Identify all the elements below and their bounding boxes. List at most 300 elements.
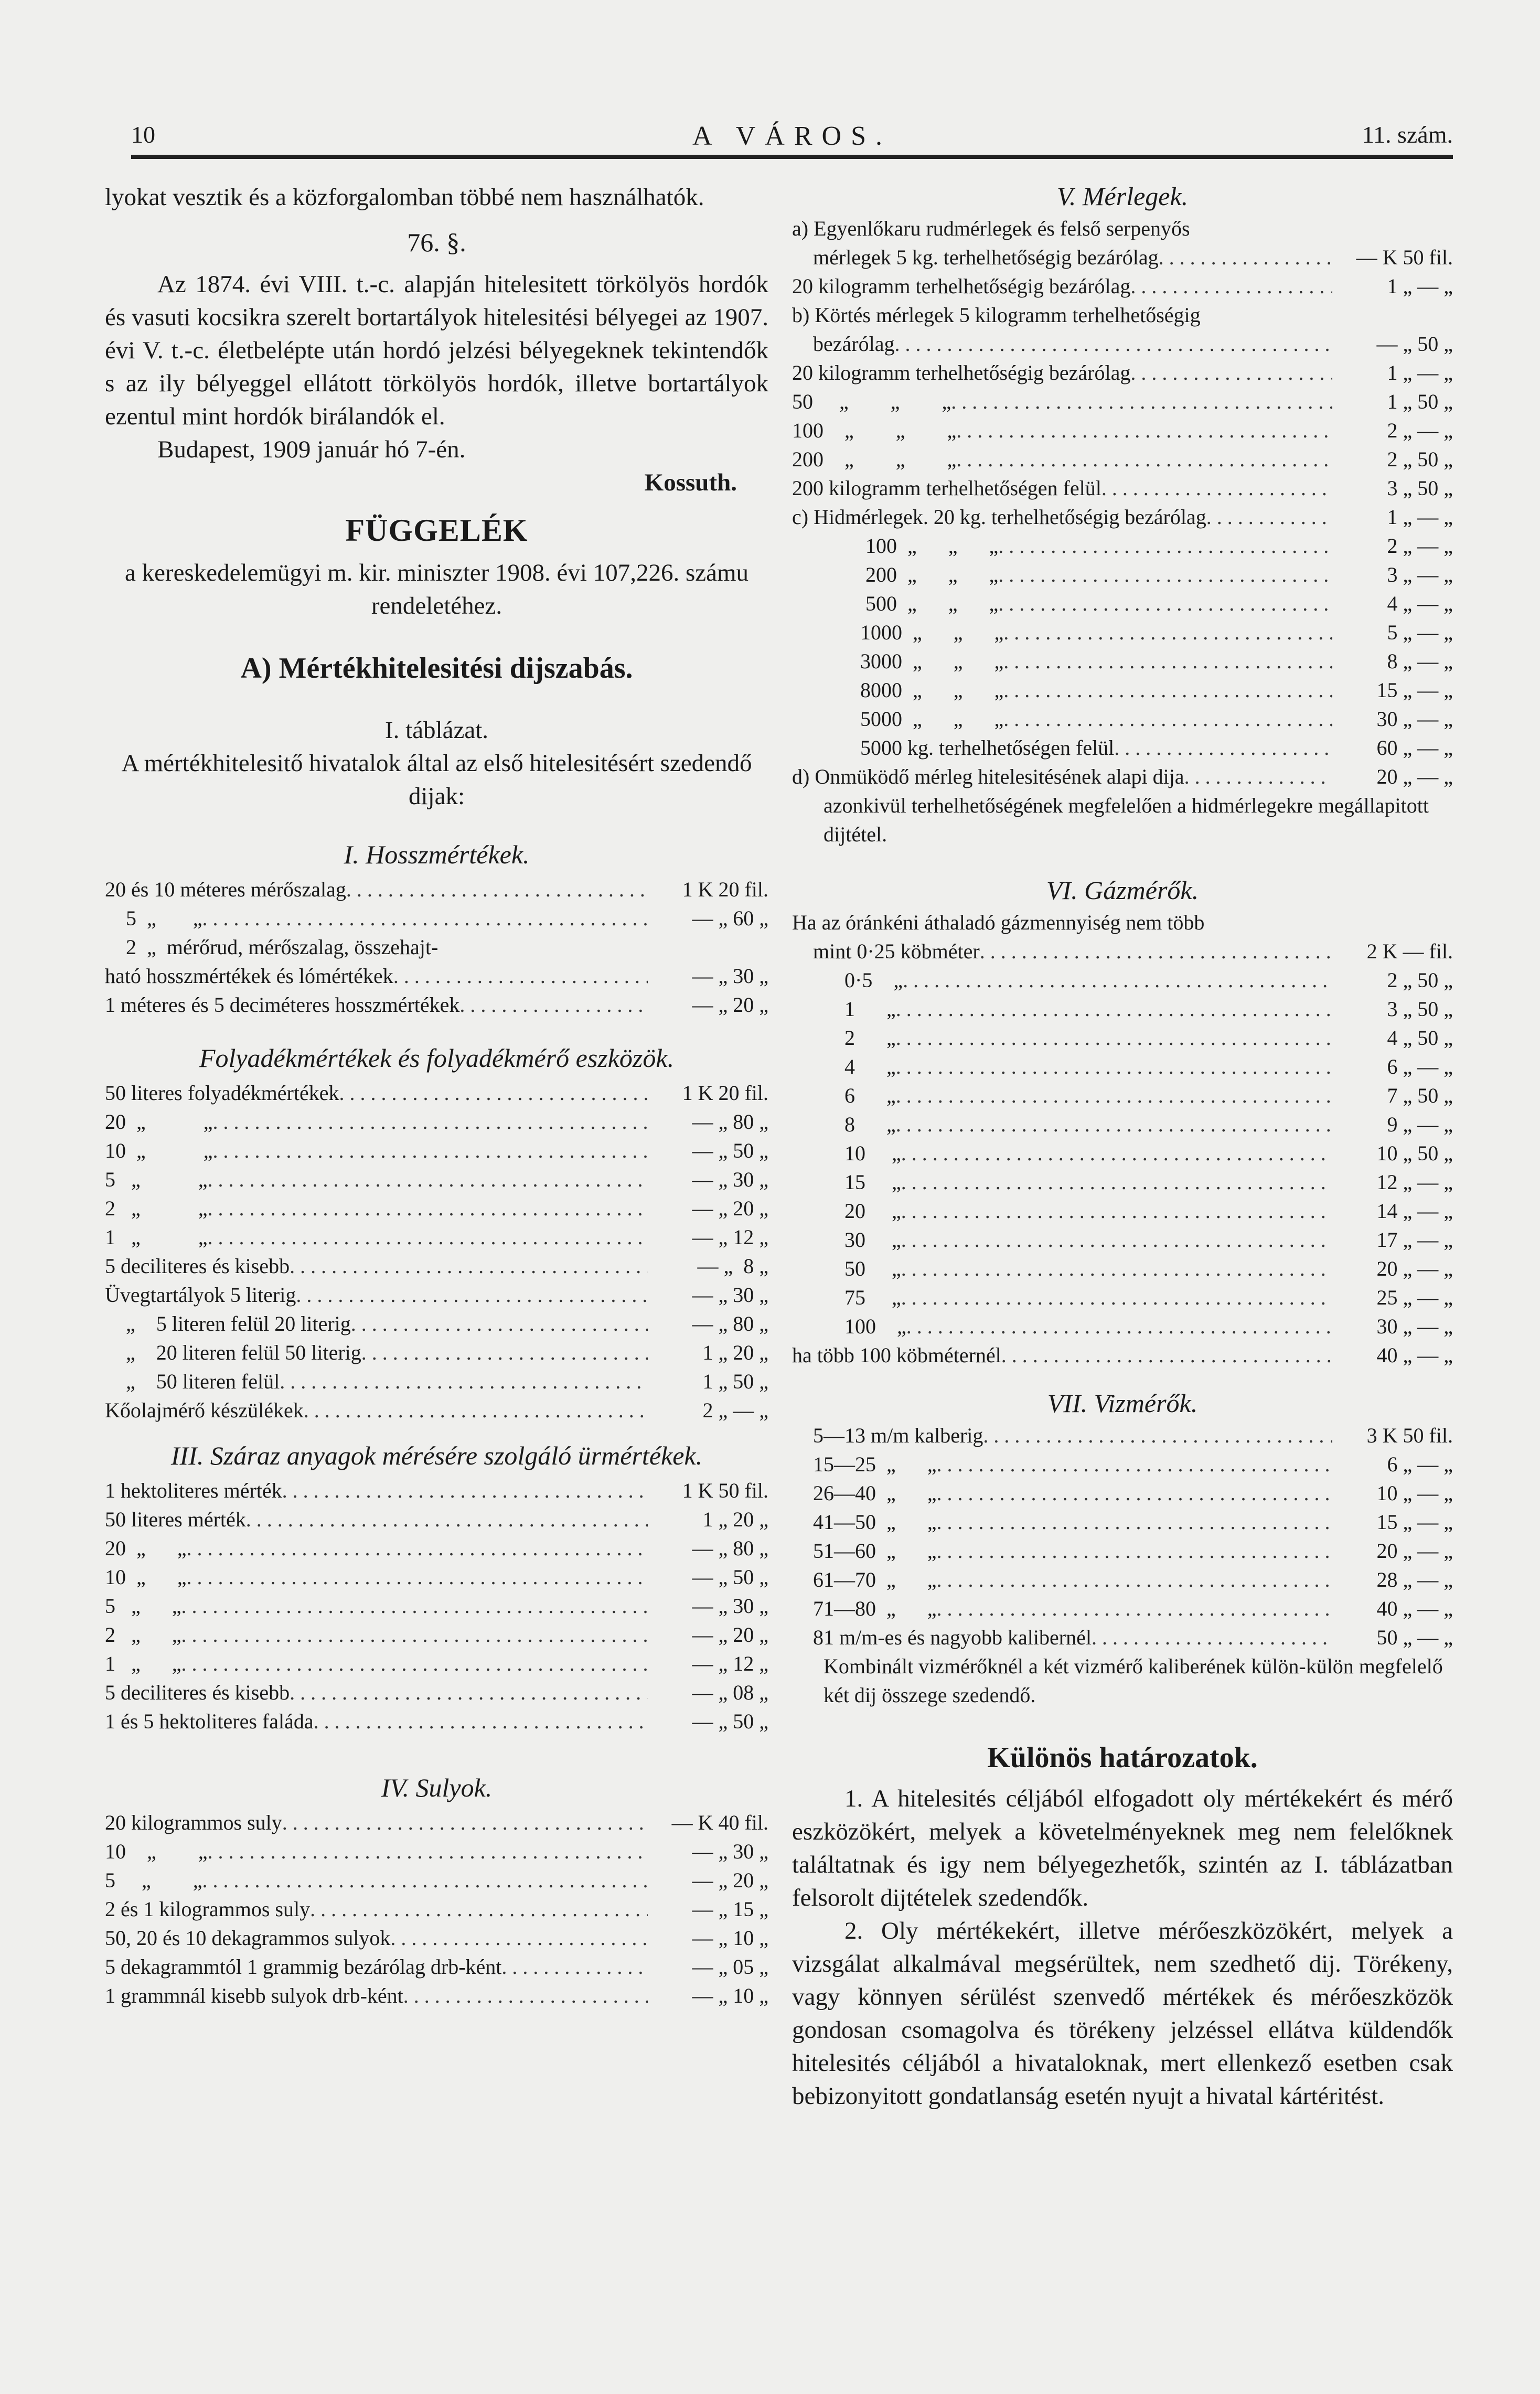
tariff-row bbox=[105, 1563, 768, 1591]
tariff-price: 2 „ 50 „ bbox=[1387, 447, 1453, 471]
dot-leader bbox=[1190, 214, 1332, 243]
tariff-row bbox=[792, 329, 1453, 358]
tariff-label: c) Hidmérlegek. 20 kg. terhelhetőségig bezárólag bbox=[792, 505, 1206, 529]
tariff-label: 5—13 m/m kalberig bbox=[792, 1424, 983, 1447]
tariff-label: 26—40 „ „ bbox=[792, 1481, 937, 1505]
dot-leader bbox=[1130, 272, 1332, 301]
tariff-label: 5 deciliteres és kisebb bbox=[105, 1254, 290, 1278]
section-6-intro: Ha az óránkéni áthaladó gázmennyiség nem több bbox=[792, 911, 1205, 934]
dot-leader bbox=[310, 1895, 648, 1923]
tariff-row bbox=[792, 1196, 1453, 1225]
dot-leader bbox=[937, 1594, 1332, 1623]
tariff-row bbox=[792, 358, 1453, 387]
tariff-label: 100 „ „ „ bbox=[792, 419, 957, 442]
tariff-price: 1 „ 20 „ bbox=[702, 1508, 768, 1531]
tariff-label: 5000 kg. terhelhetőségen felül bbox=[792, 736, 1115, 760]
tariff-label: 81 m/m-es és nagyobb kalibernél bbox=[792, 1626, 1092, 1649]
dot-leader bbox=[903, 966, 1332, 995]
tariff-label: 200 „ „ „ bbox=[792, 447, 957, 471]
dot-leader bbox=[181, 1591, 648, 1620]
dot-leader bbox=[937, 1508, 1332, 1536]
tariff-price: 10 „ — „ bbox=[1376, 1481, 1453, 1505]
section-6-title: VI. Gázmérők. bbox=[1046, 875, 1199, 905]
tariff-label: 20 „ „ bbox=[105, 1536, 187, 1560]
tariff-price: 6 „ — „ bbox=[1387, 1055, 1453, 1078]
dot-leader bbox=[202, 904, 648, 933]
page-header bbox=[131, 121, 1453, 152]
tariff-label: 20 és 10 méteres mérőszalag bbox=[105, 878, 346, 901]
tariff-row bbox=[792, 704, 1453, 733]
tariff-price: — „ 08 „ bbox=[692, 1681, 768, 1704]
tariff-row bbox=[792, 762, 1453, 791]
tariff-price: — K 40 fil. bbox=[671, 1811, 768, 1834]
tariff-price: — „ 50 „ bbox=[1376, 332, 1453, 356]
tariff-price: — „ 30 „ bbox=[692, 1283, 768, 1307]
table-label: I. táblázat. bbox=[384, 717, 489, 744]
tariff-row bbox=[105, 1952, 768, 1981]
dot-leader bbox=[956, 416, 1332, 445]
tariff-row bbox=[792, 1139, 1453, 1168]
tariff-row bbox=[792, 733, 1453, 762]
tariff-label: 100 „ „ „ bbox=[792, 534, 999, 558]
tariff-price: — „ 30 „ bbox=[692, 1840, 768, 1863]
tariff-label: 75 „ bbox=[792, 1286, 901, 1309]
tariff-row bbox=[792, 1110, 1453, 1139]
tariff-label: 10 „ bbox=[792, 1141, 901, 1165]
dot-leader bbox=[901, 1196, 1332, 1225]
dot-leader bbox=[181, 1620, 648, 1649]
dot-leader bbox=[351, 1309, 648, 1338]
tariff-price: — „ 50 „ bbox=[692, 1565, 768, 1589]
dot-leader bbox=[280, 1367, 648, 1396]
tariff-row bbox=[105, 961, 768, 990]
tariff-row bbox=[792, 995, 1453, 1023]
tariff-row bbox=[105, 1280, 768, 1309]
section-4-title: IV. Sulyok. bbox=[381, 1773, 493, 1802]
tariff-row bbox=[105, 1649, 768, 1678]
tariff-price: — „ 10 „ bbox=[692, 1926, 768, 1950]
left-column bbox=[105, 181, 768, 2010]
tariff-row bbox=[792, 1565, 1453, 1594]
tariff-label: 50 „ bbox=[792, 1257, 901, 1280]
header-rule bbox=[131, 155, 1453, 159]
tariff-label: 5 deciliteres és kisebb bbox=[105, 1681, 290, 1704]
tariff-row bbox=[792, 214, 1453, 243]
tariff-row bbox=[105, 1505, 768, 1534]
tariff-price: — K 50 fil. bbox=[1356, 245, 1453, 269]
tariff-row bbox=[792, 1341, 1453, 1370]
dot-leader bbox=[980, 937, 1332, 966]
section-4-list bbox=[105, 1808, 768, 2010]
appendix-title: FÜGGELÉK bbox=[345, 513, 528, 548]
tariff-label: Kőolajmérő készülékek bbox=[105, 1398, 304, 1422]
tariff-row bbox=[792, 1594, 1453, 1623]
tariff-label: 1000 „ „ „ bbox=[792, 621, 1004, 644]
dot-leader bbox=[403, 1981, 648, 2010]
tariff-row bbox=[792, 966, 1453, 995]
tariff-row bbox=[792, 503, 1453, 531]
tariff-price: 1 „ — „ bbox=[1387, 505, 1453, 529]
tariff-row bbox=[105, 1338, 768, 1367]
tariff-price: 40 „ — „ bbox=[1376, 1343, 1453, 1367]
tariff-label: d) Onmüködő mérleg hitelesitésének alapi dija bbox=[792, 765, 1184, 788]
tariff-label: 1 grammnál kisebb sulyok drb-ként bbox=[105, 1984, 403, 2007]
tariff-price: 1 K 20 fil. bbox=[682, 1081, 768, 1105]
tariff-label: 200 „ „ „ bbox=[792, 563, 999, 586]
tariff-price: 25 „ — „ bbox=[1376, 1286, 1453, 1309]
signature: Kossuth. bbox=[644, 469, 737, 496]
tariff-row bbox=[792, 474, 1453, 503]
tariff-row bbox=[792, 387, 1453, 416]
tariff-row bbox=[105, 1476, 768, 1505]
tariff-row bbox=[105, 1895, 768, 1923]
tariff-price: 28 „ — „ bbox=[1376, 1568, 1453, 1591]
tariff-label: 10 „ „ bbox=[105, 1139, 213, 1162]
dot-leader bbox=[901, 1283, 1332, 1312]
dot-leader bbox=[346, 875, 648, 904]
dot-leader bbox=[438, 933, 648, 961]
tariff-row bbox=[105, 1808, 768, 1837]
tariff-price: 30 „ — „ bbox=[1376, 707, 1453, 731]
tariff-price: — „ 15 „ bbox=[692, 1897, 768, 1921]
tariff-price: — „ 80 „ bbox=[692, 1110, 768, 1134]
tariff-label: 15—25 „ „ bbox=[792, 1452, 937, 1476]
dot-leader bbox=[1159, 243, 1332, 272]
section-3-list bbox=[105, 1476, 768, 1736]
tariff-row bbox=[105, 1591, 768, 1620]
tariff-label: 5000 „ „ „ bbox=[792, 707, 1004, 731]
dot-leader bbox=[951, 387, 1332, 416]
dot-leader bbox=[1001, 1341, 1332, 1370]
tariff-label: mérlegek 5 kg. terhelhetőségig bezárólag bbox=[792, 245, 1159, 269]
tariff-row bbox=[792, 1283, 1453, 1312]
tariff-price: 6 „ — „ bbox=[1387, 1452, 1453, 1476]
dot-leader bbox=[937, 1536, 1332, 1565]
tariff-price: 1 K 50 fil. bbox=[682, 1479, 768, 1502]
tariff-price: 1 „ — „ bbox=[1387, 361, 1453, 384]
tariff-row bbox=[105, 1620, 768, 1649]
tariff-price: — „ 50 „ bbox=[692, 1139, 768, 1162]
tariff-row bbox=[105, 1837, 768, 1866]
tariff-row bbox=[792, 1312, 1453, 1341]
tariff-price: 9 „ — „ bbox=[1387, 1113, 1453, 1136]
paragraph-76: Az 1874. évi VIII. t.-c. alapján hitelesitett törkölyös hordók és vasuti kocsikra szerelt bortartályok hitelesitési bélyegei az 1907. évi V. t.-c. életbelépte után hordó jelzési bélyegeknek tekintendők s az ily bélyeggel ellátott törkölyös hordók, illetve bortartályok ezentul mint hordók birálandók el. bbox=[105, 271, 768, 430]
dot-leader bbox=[208, 1165, 648, 1194]
dot-leader bbox=[1130, 358, 1332, 387]
tariff-label: ha több 100 köbméternél bbox=[792, 1343, 1001, 1367]
tariff-label: 5 „ „ bbox=[105, 1594, 181, 1618]
tariff-label: „ 5 literen felül 20 literig bbox=[105, 1312, 351, 1335]
tariff-price: 50 „ — „ bbox=[1376, 1626, 1453, 1649]
section-2-title: Folyadékmértékek és folyadékmérő eszközök. bbox=[199, 1043, 675, 1073]
tariff-row bbox=[792, 618, 1453, 647]
tariff-label: 1 „ „ bbox=[105, 1652, 181, 1675]
tariff-price: 2 „ — „ bbox=[702, 1398, 768, 1422]
tariff-price: 2 „ 50 „ bbox=[1387, 968, 1453, 992]
tariff-label: 20 kilogramm terhelhetőségig bezárólag bbox=[792, 361, 1131, 384]
tariff-price: 60 „ — „ bbox=[1376, 736, 1453, 760]
tariff-row bbox=[792, 1508, 1453, 1536]
section-5-title: V. Mérlegek. bbox=[1056, 181, 1189, 211]
tariff-row bbox=[105, 1252, 768, 1280]
tariff-row bbox=[792, 301, 1453, 329]
dot-leader bbox=[998, 531, 1332, 560]
dot-leader bbox=[459, 990, 648, 1019]
tariff-price: — „ 12 „ bbox=[692, 1225, 768, 1249]
tariff-row bbox=[792, 937, 1453, 966]
tariff-label: 4 „ bbox=[792, 1055, 896, 1078]
dot-leader bbox=[208, 1223, 648, 1252]
appendix-subtitle: a kereskedelemügyi m. kir. miniszter 1908. évi 107,226. számu rendeletéhez. bbox=[124, 559, 749, 619]
tariff-row bbox=[792, 1450, 1453, 1479]
dot-leader bbox=[983, 1421, 1332, 1450]
table-description: A mértékhitelesitő hivatalok által az első hitelesitésért szedendő dijak: bbox=[121, 750, 752, 810]
dot-leader bbox=[187, 1534, 648, 1563]
tariff-price: — „ 30 „ bbox=[692, 964, 768, 988]
dot-leader bbox=[202, 1866, 648, 1895]
tariff-label: 50 literes folyadékmértékek bbox=[105, 1081, 339, 1105]
tariff-price: — „ 20 „ bbox=[692, 1196, 768, 1220]
dot-leader bbox=[1003, 676, 1332, 704]
tariff-label: 50 „ „ „ bbox=[792, 390, 951, 413]
section-7-note: Kombinált vizmérőknél a két vizmérő kaliberének külön-külön megfelelő két dij összege szedendő. bbox=[824, 1654, 1443, 1707]
tariff-label: 1 „ bbox=[792, 997, 896, 1021]
tariff-row bbox=[105, 1107, 768, 1136]
dot-leader bbox=[1114, 733, 1332, 762]
tariff-row bbox=[792, 1421, 1453, 1450]
tariff-label: 5 dekagrammtól 1 grammig bezárólag drb-ként bbox=[105, 1955, 502, 1979]
tariff-row bbox=[105, 1309, 768, 1338]
dot-leader bbox=[1206, 503, 1332, 531]
tariff-row bbox=[792, 416, 1453, 445]
tariff-price bbox=[648, 933, 768, 961]
tariff-price: 30 „ — „ bbox=[1376, 1314, 1453, 1338]
tariff-price: 1 „ 20 „ bbox=[702, 1341, 768, 1364]
special-title: Különös határozatok. bbox=[987, 1741, 1258, 1774]
right-column bbox=[792, 181, 1453, 2113]
tariff-row bbox=[105, 1707, 768, 1736]
dot-leader bbox=[339, 1078, 648, 1107]
tariff-row bbox=[105, 1194, 768, 1223]
tariff-label: 2 „ bbox=[792, 1026, 896, 1050]
tariff-label: 71—80 „ „ bbox=[792, 1597, 937, 1620]
dot-leader bbox=[290, 1252, 648, 1280]
tariff-label: 100 „ bbox=[792, 1314, 906, 1338]
dot-leader bbox=[501, 1952, 648, 1981]
dot-leader bbox=[187, 1563, 648, 1591]
tariff-label: „ 20 literen felül 50 literig bbox=[105, 1341, 361, 1364]
tariff-price: 7 „ 50 „ bbox=[1387, 1084, 1453, 1107]
tariff-row bbox=[105, 1165, 768, 1194]
tariff-row bbox=[105, 1223, 768, 1252]
tariff-price: 2 „ — „ bbox=[1387, 419, 1453, 442]
section-2-list bbox=[105, 1078, 768, 1425]
dot-leader bbox=[906, 1312, 1332, 1341]
dot-leader bbox=[208, 1194, 648, 1223]
tariff-label: 50 literes mérték bbox=[105, 1508, 246, 1531]
dot-leader bbox=[901, 1254, 1332, 1283]
dot-leader bbox=[896, 995, 1332, 1023]
section-1-list bbox=[105, 875, 768, 1019]
tariff-label: b) Körtés mérlegek 5 kilogramm terhelhetőségig bbox=[792, 303, 1201, 327]
dot-leader bbox=[896, 1052, 1332, 1081]
tariff-label: 1 méteres és 5 deciméteres hosszmértékek bbox=[105, 993, 460, 1017]
tariff-label: 1 „ „ bbox=[105, 1225, 208, 1249]
section-7-list bbox=[792, 1421, 1453, 1652]
tariff-price: 3 „ 50 „ bbox=[1387, 997, 1453, 1021]
tariff-row bbox=[105, 1534, 768, 1563]
tariff-row bbox=[792, 1225, 1453, 1254]
tariff-label: 0·5 „ bbox=[792, 968, 903, 992]
tariff-price: 15 „ — „ bbox=[1376, 1510, 1453, 1534]
tariff-row bbox=[105, 904, 768, 933]
tariff-label: a) Egyenlőkaru rudmérlegek és felső serpenyős bbox=[792, 217, 1190, 240]
tariff-price: — „ 20 „ bbox=[692, 1623, 768, 1647]
page-number: 10 bbox=[131, 121, 155, 148]
tariff-row bbox=[105, 1396, 768, 1425]
tariff-row bbox=[792, 445, 1453, 474]
tariff-price: — „ 80 „ bbox=[692, 1312, 768, 1335]
tariff-price: — „ 50 „ bbox=[692, 1709, 768, 1733]
tariff-price: — „ 8 „ bbox=[697, 1254, 768, 1278]
dot-leader bbox=[896, 1023, 1332, 1052]
tariff-price bbox=[1332, 214, 1453, 243]
section-76: 76. §. bbox=[407, 228, 466, 257]
tariff-label: 5 „ „ bbox=[105, 1168, 208, 1191]
tariff-label: 5 „ „ bbox=[105, 906, 202, 930]
tariff-label: 50, 20 és 10 dekagrammos sulyok bbox=[105, 1926, 391, 1950]
tariff-label: ható hosszmértékek és lómértékek bbox=[105, 964, 393, 988]
dot-leader bbox=[213, 1107, 648, 1136]
dot-leader bbox=[314, 1707, 648, 1736]
tariff-row bbox=[792, 1536, 1453, 1565]
section-7-title: VII. Vizmérők. bbox=[1047, 1388, 1198, 1418]
dot-leader bbox=[896, 1110, 1332, 1139]
tariff-label: 41—50 „ „ bbox=[792, 1510, 937, 1534]
tariff-label: 20 kilogrammos suly bbox=[105, 1811, 282, 1834]
tariff-row bbox=[792, 1254, 1453, 1283]
tariff-label: 2 „ mérőrud, mérőszalag, összehajt- bbox=[105, 935, 439, 959]
tariff-row bbox=[792, 531, 1453, 560]
dot-leader bbox=[998, 589, 1332, 618]
tariff-label: 200 kilogramm terhelhetőségen felül bbox=[792, 476, 1101, 500]
section-3-title: III. Száraz anyagok mérésére szolgáló ürmértékek. bbox=[170, 1441, 703, 1470]
tariff-row bbox=[792, 272, 1453, 301]
tariff-label: 1 hektoliteres mérték bbox=[105, 1479, 282, 1502]
tariff-row bbox=[792, 1479, 1453, 1508]
section-6-list bbox=[792, 937, 1453, 1370]
dot-leader bbox=[937, 1479, 1332, 1508]
dot-leader bbox=[290, 1678, 648, 1707]
dot-leader bbox=[282, 1476, 648, 1505]
tariff-label: 10 „ „ bbox=[105, 1565, 187, 1589]
section-1-title: I. Hosszmértékek. bbox=[344, 840, 530, 869]
dot-leader bbox=[208, 1837, 648, 1866]
tariff-label: mint 0·25 köbméter bbox=[792, 939, 980, 963]
dot-leader bbox=[296, 1280, 648, 1309]
tariff-row bbox=[105, 875, 768, 904]
tariff-price: 17 „ — „ bbox=[1376, 1228, 1453, 1252]
tariff-price: — „ 10 „ bbox=[692, 1984, 768, 2007]
dot-leader bbox=[998, 560, 1332, 589]
tariff-price: 5 „ — „ bbox=[1387, 621, 1453, 644]
tariff-row bbox=[105, 1678, 768, 1707]
tariff-row bbox=[792, 243, 1453, 272]
dot-leader bbox=[1003, 704, 1332, 733]
tariff-label: 61—70 „ „ bbox=[792, 1568, 937, 1591]
dot-leader bbox=[937, 1565, 1332, 1594]
tariff-label: 30 „ bbox=[792, 1228, 901, 1252]
tariff-price: 3 „ — „ bbox=[1387, 563, 1453, 586]
tariff-price: 20 „ — „ bbox=[1376, 765, 1453, 788]
dot-leader bbox=[390, 1923, 648, 1952]
tariff-price: 3 K 50 fil. bbox=[1366, 1424, 1453, 1447]
tariff-price: 4 „ 50 „ bbox=[1387, 1026, 1453, 1050]
tariff-row bbox=[792, 1023, 1453, 1052]
tariff-price: — „ 12 „ bbox=[692, 1652, 768, 1675]
journal-title: A VÁROS. bbox=[692, 121, 892, 151]
tariff-price: — „ 60 „ bbox=[692, 906, 768, 930]
dot-leader bbox=[1003, 647, 1332, 676]
tariff-label: 6 „ bbox=[792, 1084, 896, 1107]
dot-leader bbox=[282, 1808, 648, 1837]
dot-leader bbox=[213, 1136, 648, 1165]
dot-leader bbox=[181, 1649, 648, 1678]
tariff-row bbox=[105, 933, 768, 961]
tariff-row bbox=[792, 647, 1453, 676]
dot-leader bbox=[361, 1338, 648, 1367]
tariff-label: 5 „ „ bbox=[105, 1868, 202, 1892]
dot-leader bbox=[901, 1139, 1332, 1168]
tariff-label: 51—60 „ „ bbox=[792, 1539, 937, 1563]
dot-leader bbox=[937, 1450, 1332, 1479]
tariff-row bbox=[105, 990, 768, 1019]
tariff-row bbox=[105, 1981, 768, 2010]
tariff-price: 1 „ — „ bbox=[1387, 274, 1453, 298]
tariff-price: 40 „ — „ bbox=[1376, 1597, 1453, 1620]
dot-leader bbox=[1101, 474, 1332, 503]
tariff-row bbox=[105, 1367, 768, 1396]
tariff-price: — „ 80 „ bbox=[692, 1536, 768, 1560]
dot-leader bbox=[304, 1396, 648, 1425]
issue-number: 11. szám. bbox=[1362, 121, 1453, 148]
tariff-row bbox=[105, 1866, 768, 1895]
tariff-row bbox=[792, 1052, 1453, 1081]
tariff-label: Üvegtartályok 5 literig bbox=[105, 1283, 296, 1307]
tariff-price: 10 „ 50 „ bbox=[1376, 1141, 1453, 1165]
tariff-row bbox=[792, 1623, 1453, 1652]
tariff-price: — „ 20 „ bbox=[692, 993, 768, 1017]
tariff-price: 20 „ — „ bbox=[1376, 1257, 1453, 1280]
dot-leader bbox=[393, 961, 648, 990]
intro-text: lyokat vesztik és a közforgalomban többé nem használhatók. bbox=[105, 184, 704, 211]
tariff-price: 12 „ — „ bbox=[1376, 1170, 1453, 1194]
date-line: Budapest, 1909 január hó 7-én. bbox=[157, 436, 466, 463]
tariff-price: 8 „ — „ bbox=[1387, 649, 1453, 673]
tariff-price: 1 „ 50 „ bbox=[1387, 390, 1453, 413]
tariff-row bbox=[792, 560, 1453, 589]
tariff-row bbox=[792, 676, 1453, 704]
dot-leader bbox=[896, 1081, 1332, 1110]
section-5-list bbox=[792, 214, 1453, 791]
tariff-price: — „ 30 „ bbox=[692, 1594, 768, 1618]
dot-leader bbox=[246, 1505, 648, 1534]
tariff-label: 20 kilogramm terhelhetőségig bezárólag bbox=[792, 274, 1131, 298]
tariff-label: 3000 „ „ „ bbox=[792, 649, 1004, 673]
tariff-price: 20 „ — „ bbox=[1376, 1539, 1453, 1563]
tariff-price: 2 K — fil. bbox=[1366, 939, 1453, 963]
dot-leader bbox=[956, 445, 1332, 474]
